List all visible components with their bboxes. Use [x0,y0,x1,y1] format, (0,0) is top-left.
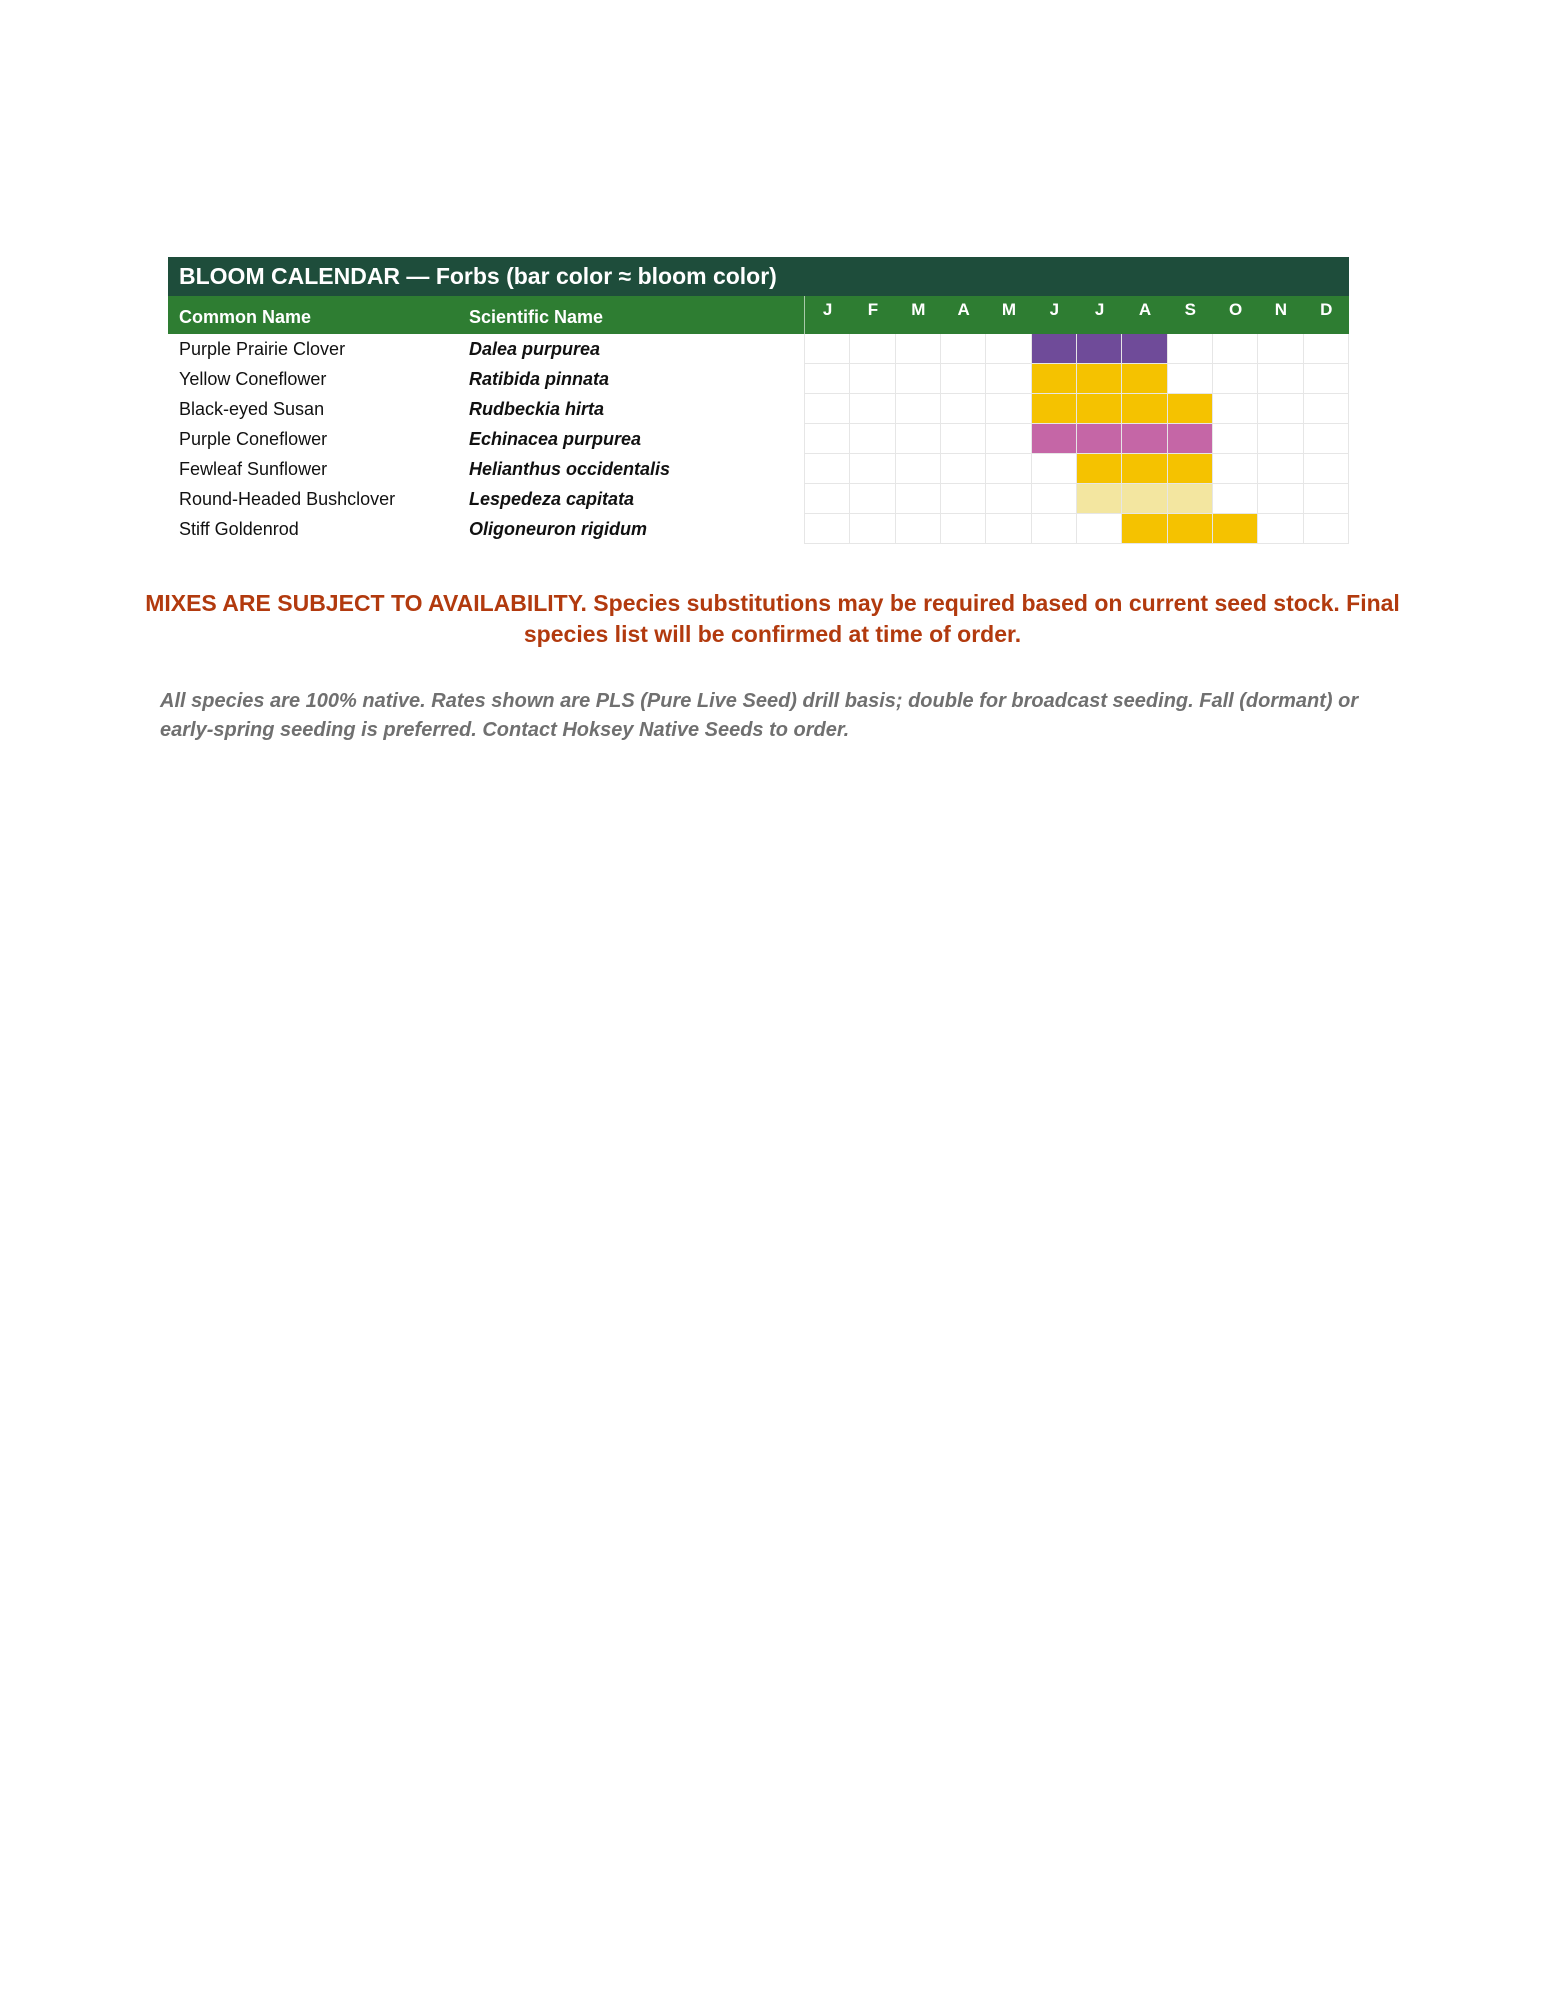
month-cell [1077,514,1122,544]
month-cell [1258,514,1303,544]
scientific-name-cell: Dalea purpurea [469,339,601,359]
header-month: M [1001,300,1017,319]
month-cell [804,514,850,544]
bloom-month-cell [1077,364,1122,394]
bloom-month-cell [1122,514,1167,544]
bloom-bar-track [804,334,1349,364]
header-month: S [1184,300,1196,319]
month-cell [986,334,1031,364]
bloom-month-cell [1077,334,1122,364]
header-month: J [822,300,833,319]
month-cell [941,514,986,544]
bloom-bar-track [804,394,1349,424]
bloom-month-cell [1168,514,1213,544]
month-cell [1032,454,1077,484]
bloom-month-cell [1032,394,1077,424]
month-cell [1213,424,1258,454]
header-month: A [1138,300,1152,319]
month-cell [1258,334,1303,364]
bloom-bar-track [804,454,1349,484]
seeding-footnote: All species are 100% native. Rates shown are PLS (Pure Live Seed) drill basis; double for broadcast seeding. Fall (dormant) or early-spring seeding is preferred. Contact Hoksey Native Seeds to order. [160,690,1359,741]
month-cell [1258,364,1303,394]
header-month: D [1320,300,1333,319]
scientific-name-cell: Ratibida pinnata [469,369,610,389]
bloom-month-cell [1077,424,1122,454]
month-cell [804,484,850,514]
month-cell [804,394,850,424]
month-cell [986,454,1031,484]
bloom-bar-track [804,514,1349,544]
header-month: J [1094,300,1105,319]
month-cell [1032,514,1077,544]
month-cell [941,484,986,514]
bloom-month-cell [1168,394,1213,424]
month-cell [986,424,1031,454]
month-cell [1168,334,1213,364]
header-month: J [1049,300,1060,319]
month-cell [1168,364,1213,394]
bloom-bar-track [804,484,1349,514]
header-month: N [1274,300,1288,319]
bloom-month-cell [1077,394,1122,424]
month-cell [1032,484,1077,514]
month-cell [1213,394,1258,424]
month-cell [804,364,850,394]
bloom-month-cell [1032,334,1077,364]
month-cell [1304,484,1349,514]
table-row [168,424,1349,454]
bloom-month-cell [1122,334,1167,364]
header-month: F [867,300,879,319]
month-cell [1258,454,1303,484]
month-cell [1213,334,1258,364]
table-row [168,484,1349,514]
scientific-name-cell: Helianthus occidentalis [469,459,671,479]
month-cell [941,334,986,364]
month-cell [1304,394,1349,424]
month-cell [1213,454,1258,484]
bloom-month-cell [1122,364,1167,394]
bloom-month-cell [1122,454,1167,484]
month-cell [896,514,941,544]
table-row [168,334,1349,364]
header-common-name: Common Name [179,307,312,327]
month-cell [1213,364,1258,394]
header-scientific-name: Scientific Name [469,307,604,327]
common-name-cell: Purple Coneflower [179,429,328,449]
header-month: O [1229,300,1243,319]
header-months [804,296,1349,334]
month-cell [850,394,895,424]
bloom-month-cell [1168,454,1213,484]
bloom-bar-track [804,364,1349,394]
bloom-month-cell [1168,424,1213,454]
table-header-row [168,296,1349,334]
month-cell [941,394,986,424]
month-cell [1213,484,1258,514]
scientific-name-cell: Lespedeza capitata [469,489,635,509]
month-cell [850,364,895,394]
month-cell [941,364,986,394]
bloom-month-cell [1122,484,1167,514]
month-cell [850,424,895,454]
month-cell [850,334,895,364]
common-name-cell: Stiff Goldenrod [179,519,299,539]
bloom-month-cell [1213,514,1258,544]
availability-notice: MIXES ARE SUBJECT TO AVAILABILITY. Species substitutions may be required based on current seed stock. Final species list will be confirmed at time of order. [145,590,1400,647]
month-cell [850,514,895,544]
month-cell [896,454,941,484]
month-cell [1304,364,1349,394]
bloom-month-cell [1122,424,1167,454]
scientific-name-cell: Oligoneuron rigidum [469,519,647,539]
month-cell [896,364,941,394]
bloom-month-cell [1077,454,1122,484]
month-cell [986,394,1031,424]
month-cell [1258,484,1303,514]
month-cell [1304,334,1349,364]
month-cell [804,454,850,484]
month-cell [896,394,941,424]
month-cell [1304,424,1349,454]
common-name-cell: Round-Headed Bushclover [179,489,396,509]
month-cell [986,514,1031,544]
month-cell [941,424,986,454]
month-cell [896,484,941,514]
bloom-bar-track [804,424,1349,454]
table-body [168,334,1349,544]
month-cell [1258,394,1303,424]
header-month: M [911,300,926,319]
month-cell [896,424,941,454]
table-row [168,514,1349,544]
month-cell [1304,514,1349,544]
bloom-month-cell [1122,394,1167,424]
bloom-month-cell [1077,484,1122,514]
month-cell [1304,454,1349,484]
bloom-month-cell [1168,484,1213,514]
month-cell [941,454,986,484]
bloom-calendar-table [168,257,1349,544]
bloom-month-cell [1032,424,1077,454]
month-cell [986,364,1031,394]
header-month: A [957,300,970,319]
table-title: BLOOM CALENDAR — Forbs (bar color ≈ bloom color) [168,257,1349,296]
month-cell [1258,424,1303,454]
month-cell [986,484,1031,514]
scientific-name-cell: Rudbeckia hirta [469,399,605,419]
table-row [168,364,1349,394]
common-name-cell: Fewleaf Sunflower [179,459,328,479]
month-cell [804,334,850,364]
month-cell [804,424,850,454]
table-row [168,394,1349,424]
scientific-name-cell: Echinacea purpurea [469,429,642,449]
table-row [168,454,1349,484]
common-name-cell: Purple Prairie Clover [179,339,346,359]
month-cell [850,484,895,514]
month-cell [850,454,895,484]
bloom-month-cell [1032,364,1077,394]
month-cell [896,334,941,364]
common-name-cell: Black-eyed Susan [179,399,325,419]
common-name-cell: Yellow Coneflower [179,369,327,389]
